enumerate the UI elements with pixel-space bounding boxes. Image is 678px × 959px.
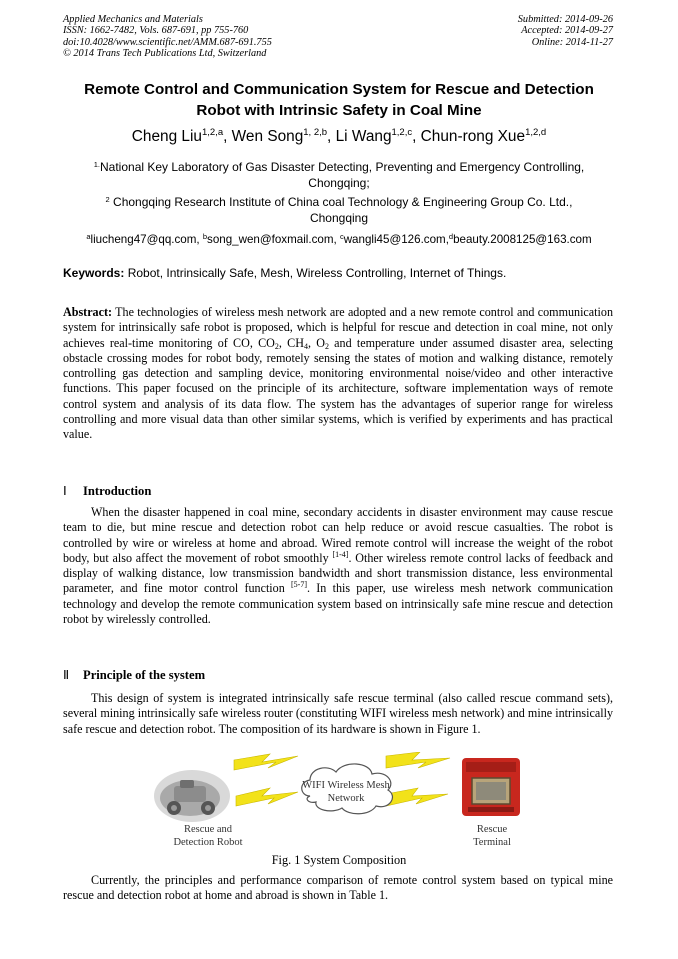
subscript: 2 [324,341,329,351]
paragraph-text: . Other wireless remote control lacks of feedback and display of walking distance, low transmission bandwidth and short transmission distance, less environmental parameter, and fine motor control function [63,550,613,596]
keywords-label: Keywords: [63,266,125,280]
citation-ref: [5-7] [291,580,308,590]
author-list: Cheng Liu$^{1,2,a}$, Wen Song$^{1, 2,b}$, Li Wang$^{1,2,c}$, Chun-rong Xue$^{1,2,d}$ [131,127,547,145]
author-name: Chun-rong Xue [420,128,526,145]
abstract-text: , O [307,335,325,350]
email-mark: d [448,232,454,241]
email-mark: c [339,232,344,241]
author-affil-mark: 1,2,a [201,127,224,138]
subscript: 4 [303,341,308,351]
wireless-link-icon [236,788,298,806]
affiliation-1 [60,160,618,191]
abstract-label: Abstract: [63,305,113,319]
author-emails [30,232,648,247]
affiliation-text: Chongqing [309,210,369,225]
title-line-1: Remote Control and Communication System for Rescue and Detection [84,81,594,98]
author-name: Cheng Liu [131,128,202,145]
affiliation-2 [60,195,618,226]
paragraph-text: When the disaster happened in coal mine, secondary accidents in disaster environment may cause rescue team to die, but mine rescue and detection robot can help reduce or avoid rescue casualties. The robot is controlled by wire or wireless at home and abroad. Wired remote control will increase the weight of the robot body, but also affect the movement of robot smoothly [63,505,613,565]
accepted-date: Accepted: 2014-09-27 [521,25,613,37]
subscript: 2 [274,341,279,351]
section-number: Ⅰ [63,484,67,498]
figure-caption: Fig. 1 System Composition [271,853,407,867]
network-label-line-2: Network [327,793,365,804]
abstract-text: and temperature under assumed disaster area, selecting obstacle crossing modes for robot body, remotely sensing the states of motion and walking distance, remotely controlling gas detection and sampling device, monitoring environmental noise/video and other interactive functions. This paper focused on the principle of its architecture, software implementation ways of remote control system and analysis of its data flow. The system has the advantages of superior range for wireless controlling and more visual data than other similar systems, which is verified by experiments and has practical value. [63,335,614,442]
affiliation-text: National Key Laboratory of Gas Disaster Detecting, Preventing and Emergency Controlling, [100,160,585,174]
abstract-text: The technologies of wireless mesh network are adopted and a new remote control and communication system for intrinsically safe robot is proposed, which is helpful for rescue and detection in coal mine, not only achieves real-time monitoring of CO, CO [63,305,613,350]
affiliation-mark: 2 [105,195,110,204]
system-composition-figure [150,752,528,854]
email-mark: b [202,232,208,241]
email-address: beauty.2008125@163.com [453,233,592,246]
network-label-line-1: WIFI Wireless Mesh [302,780,390,791]
wireless-link-icon [386,752,450,768]
abstract [63,305,613,443]
robot-label-line-2: Detection Robot [173,837,243,848]
terminal-label-line-1: Rescue [476,824,508,835]
intro-paragraph [63,505,613,627]
author-affil-mark: 1,2,c [391,127,413,138]
keywords-text: Robot, Intrinsically Safe, Mesh, Wireless Controlling, Internet of Things. [124,266,507,280]
paragraph-text: . In this paper, use wireless mesh network communication technology and develop the remote communication system based on intrinsically safe mine rescue and detection robot by wirelessly controlled. [63,581,614,627]
rescue-terminal-image [462,758,520,816]
section-title: Introduction [83,484,152,498]
journal-doi: doi:10.4028/www.scientific.net/AMM.687-691.755 [63,36,272,48]
submitted-date: Submitted: 2014-09-26 [517,14,613,25]
email-address: wangli45@126.com, [343,233,449,246]
wireless-link-icon [234,754,298,770]
email-address: liucheng47@qq.com, [90,233,203,246]
affiliation-text: Chongqing Research Institute of China coal Technology & Engineering Group Co. Ltd., [113,195,573,209]
robot-label-line-1: Rescue and [183,824,233,835]
section-heading-introduction [63,484,151,499]
paper-title [40,79,638,121]
author-affil-mark: 1, 2,b [303,127,328,138]
abstract-text: , CH [278,335,304,350]
online-date: Online: 2014-11-27 [531,36,613,48]
affiliation-text: Chongqing; [308,175,370,190]
wireless-link-icon [386,788,448,806]
title-line-2: Robot with Intrinsic Safety in Coal Mine [196,102,482,119]
closing-paragraph: Currently, the principles and performance comparison of remote control system based on typical mine rescue and detection robot at home and abroad is shown in Table 1. [63,873,613,903]
journal-name: Applied Mechanics and Materials [63,14,203,25]
principle-paragraph: This design of system is integrated intrinsically safe rescue terminal (also called rescue command sets), several mining intrinsically safe wireless router (constituting WIFI wireless mesh network) and mine intrinsically safe rescue and detection robot. The composition of its hardware is shown in Figure 1. [63,691,613,736]
dates-header [518,14,613,48]
journal-issn: ISSN: 1662-7482, Vols. 687-691, pp 755-760 [63,25,249,37]
author-name: Li Wang [335,128,392,145]
citation-ref: [1-4] [332,549,349,559]
terminal-label-line-2: Terminal [473,837,511,848]
email-address: song_wen@foxmail.com, [207,233,340,246]
keywords [63,266,623,281]
robot-image [154,770,230,822]
journal-copyright: © 2014 Trans Tech Publications Ltd, Switzerland [63,47,267,59]
affiliation-mark: 1. [93,160,100,169]
journal-header [63,14,272,59]
author-name: Wen Song [231,128,304,145]
author-affil-mark: 1,2,d [525,127,547,138]
email-mark: a [86,232,91,241]
section-heading-principle [63,668,205,683]
section-title: Principle of the system [83,668,206,682]
section-number: Ⅱ [63,668,70,682]
